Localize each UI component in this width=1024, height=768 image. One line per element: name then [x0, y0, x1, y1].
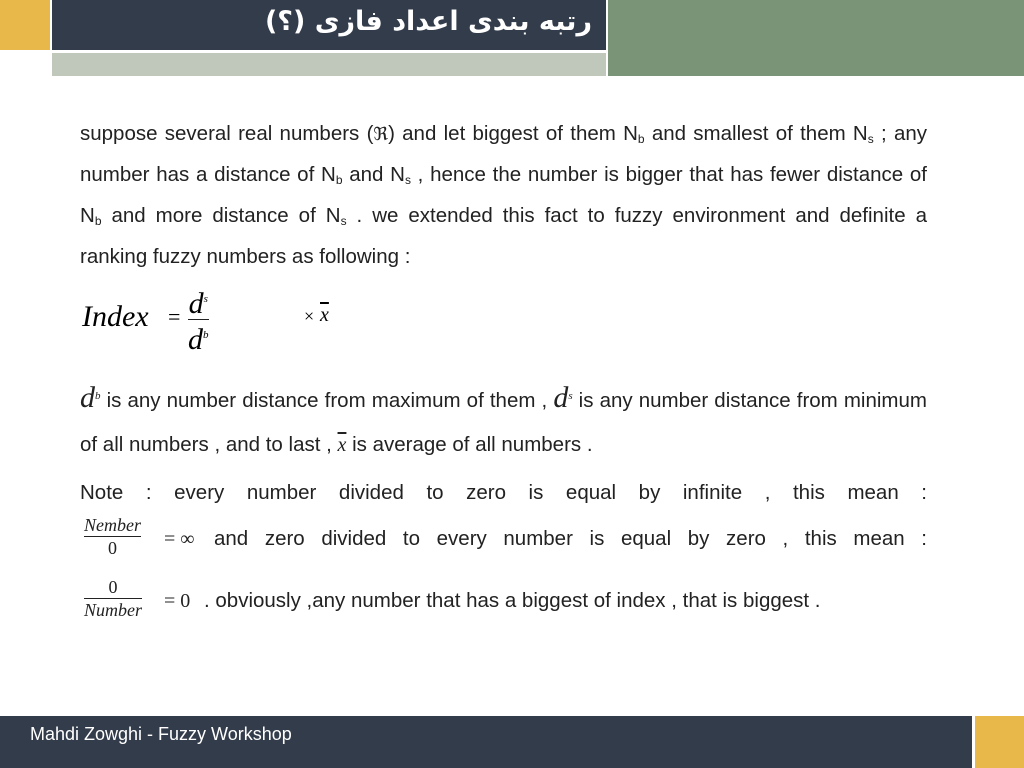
- infinity-result: = ∞: [164, 528, 195, 550]
- formula-xbar: $\overline{x}$: [320, 304, 329, 326]
- note-line-3: . obviously ,any number that has a biggest of index , that is biggest .: [204, 589, 821, 612]
- header-accent-gold: [0, 0, 50, 50]
- zero-result: = 0: [164, 590, 191, 612]
- fraction-number-over-zero: Nember 0: [84, 515, 141, 558]
- slide-title: رتبه بندی اعداد فازی (؟): [264, 6, 592, 37]
- note-line-1: Note : every number divided to zero is equal by infinite , this mean :: [80, 481, 927, 504]
- header-title-bar: [52, 0, 606, 50]
- formula-times: ×: [304, 306, 315, 326]
- header-sub-bar: [52, 53, 606, 76]
- real-numbers-symbol: ℜ: [373, 124, 389, 145]
- formula-fraction: $d^s$ $d^b$: [188, 287, 209, 356]
- footer-accent-gold: [975, 716, 1024, 768]
- paragraph-definitions: $d^b$ is any number distance from maximum of them , $d^s$ is any number distance from minimum of all numbers , and to last , $\overline{x}$ is average of all numbers .: [80, 380, 927, 456]
- formula-lhs: Index: [82, 300, 149, 333]
- footer-author: Mahdi Zowghi - Fuzzy Workshop: [30, 724, 292, 744]
- fraction-zero-over-number: 0 Number: [84, 577, 142, 620]
- definitions: [80, 374, 927, 467]
- paragraph-intro: suppose several real numbers (ℜ) and let biggest of them $N_b$ and smallest of them $N_s$ ; any number has a distance of $N_b$ and $N_s$ , hence the number is bigger that has fewer distance of $N_b$ and more distance of $N_s$ . we extended this fact to fuzzy environment and definite a ranking fuzzy numbers as following :: [80, 122, 928, 268]
- main-content: [80, 116, 927, 275]
- note-line-2: and zero divided to every number is equal by zero , this mean :: [214, 527, 927, 550]
- header-accent-green: [608, 0, 1024, 76]
- formula-equals: =: [168, 304, 181, 329]
